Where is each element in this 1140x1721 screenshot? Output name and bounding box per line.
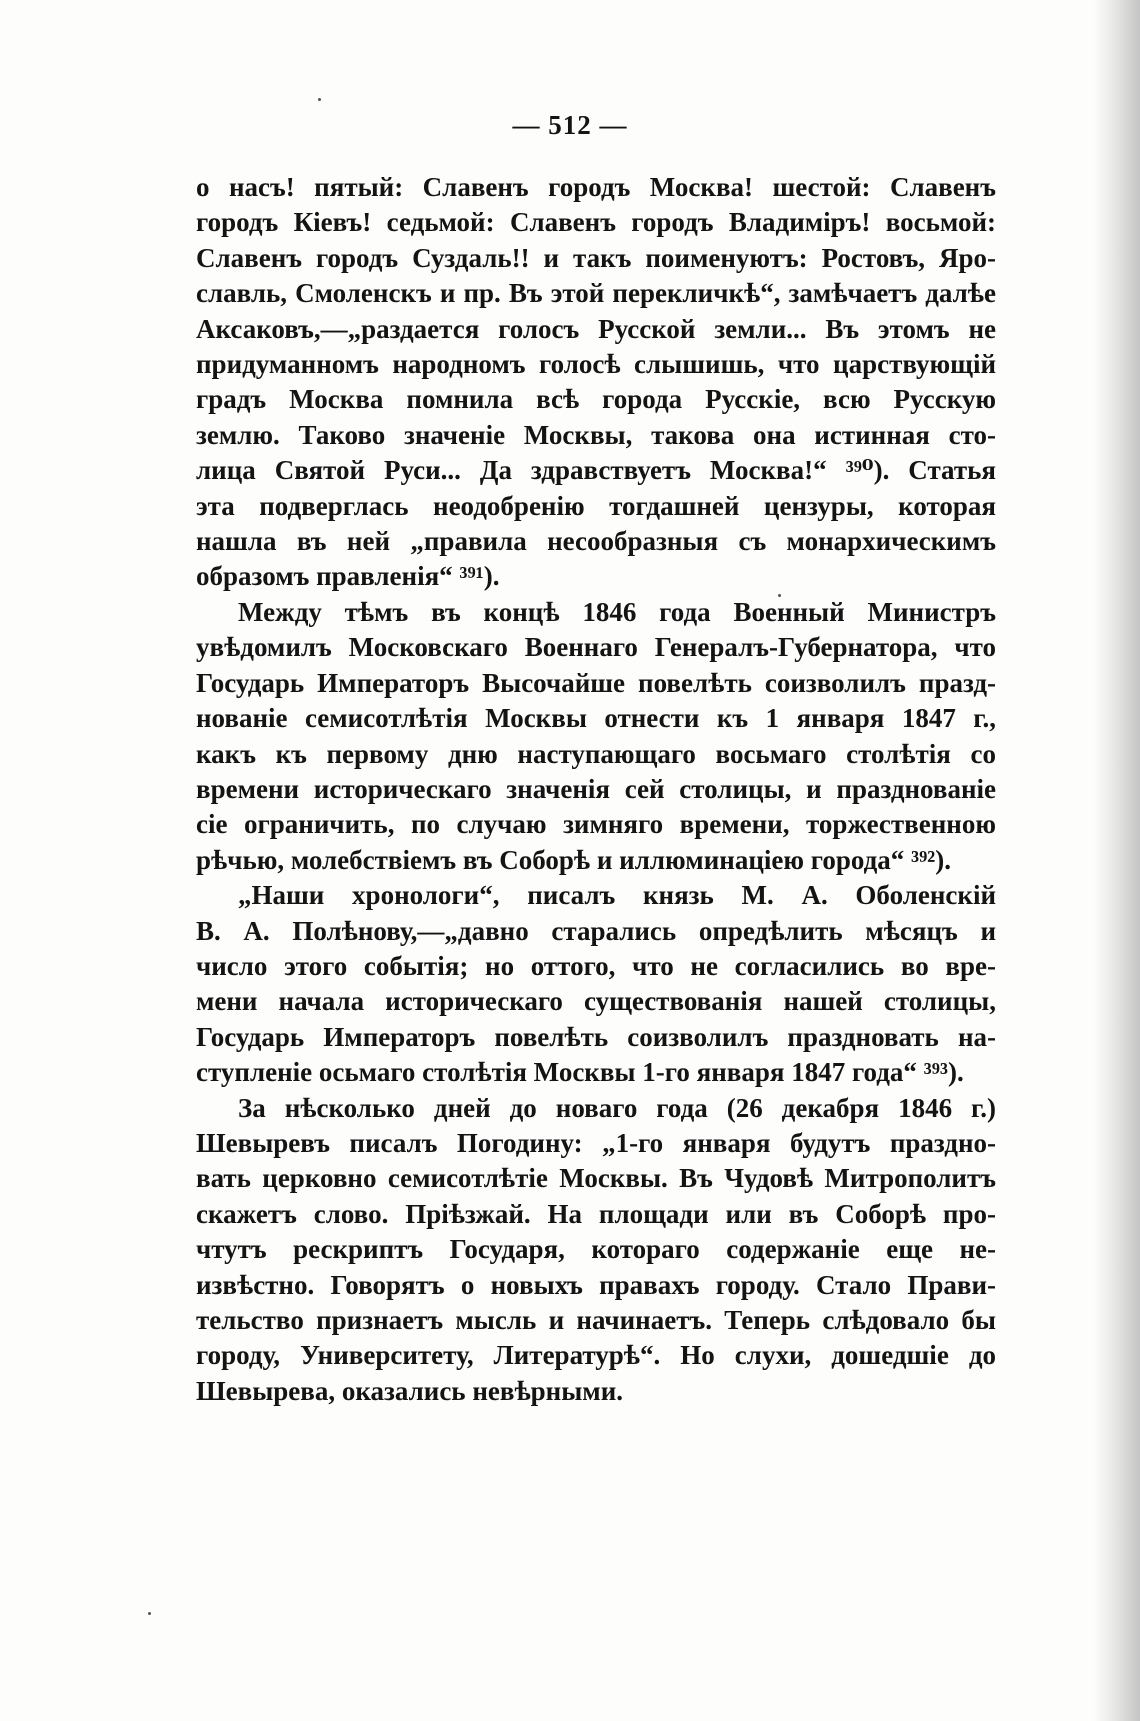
- text-line: За нѣсколько дней до новаго года (26 декабря 1846 г.): [238, 1092, 996, 1123]
- paragraph: [196, 878, 996, 1090]
- text-line: вать церковно семисотлѣтіе Москвы. Въ Чудовѣ Митрополитъ: [196, 1163, 996, 1194]
- text-line: славль, Смоленскъ и пр. Въ этой перекличкѣ“, замѣчаетъ далѣе: [196, 278, 996, 309]
- text-line: Между тѣмъ въ концѣ 1846 года Военный Министръ: [238, 596, 996, 627]
- text-line: какъ къ первому дню наступающаго восьмаго столѣтія со: [196, 738, 996, 769]
- text-line: В. А. Полѣнову,—„давно старались опредѣлить мѣсяцъ и: [196, 915, 996, 946]
- text-line: о насъ! пятый: Славенъ городъ Москва! шестой: Славенъ: [196, 172, 996, 202]
- paragraph: [196, 1091, 996, 1410]
- text-line: сіе ограничить, по случаю зимняго времени, торжественною: [196, 809, 996, 840]
- print-speck: [148, 1612, 151, 1615]
- text-line: образомъ правленія“ ³⁹¹).: [196, 561, 500, 592]
- text-line: Славенъ городъ Суздаль!! и такъ поименуютъ: Ростовъ, Яро-: [196, 242, 996, 273]
- text-line: градъ Москва помнила всѣ города Русскіе, всю Русскую: [196, 384, 996, 415]
- text-line: нашла въ ней „правила несообразныя съ монархическимъ: [196, 526, 996, 557]
- text-line: Шевыревъ писалъ Погодину: „1-го января будутъ праздно-: [196, 1127, 996, 1158]
- text-line: скажетъ слово. Пріѣзжай. На площади или въ Соборѣ про-: [196, 1198, 996, 1229]
- text-line: времени историческаго значенія сей столицы, и празднованіе: [196, 773, 996, 804]
- paragraph: [196, 170, 996, 595]
- paragraph: [196, 595, 996, 878]
- text-line: ступленіе осьмаго столѣтія Москвы 1-го января 1847 года“ ³⁹³).: [196, 1057, 964, 1088]
- body-text: [196, 170, 996, 1409]
- text-line: Шевырева, оказались невѣрными.: [196, 1375, 624, 1406]
- text-line: эта подверглась неодобренію тогдашней цензуры, которая: [196, 490, 996, 521]
- text-line: рѣчью, молебствіемъ въ Соборѣ и иллюминаціею города“ ³⁹²).: [196, 844, 951, 875]
- text-line: городу, Университету, Литературѣ“. Но слухи, дошедшіе до: [196, 1340, 996, 1371]
- text-line: чтутъ рескриптъ Государя, котораго содержаніе еще не-: [196, 1234, 996, 1265]
- text-line: придуманномъ народномъ голосѣ слышишь, что царствующій: [196, 349, 996, 380]
- text-line: Аксаковъ,—„раздается голосъ Русской земли... Въ этомъ не: [196, 313, 996, 344]
- text-line: лица Святой Руси... Да здравствуетъ Москва!“ ³⁹⁰). Статья: [196, 455, 996, 486]
- text-line: городъ Кіевъ! седьмой: Славенъ городъ Владиміръ! восьмой:: [196, 207, 996, 238]
- text-line: Государь Императоръ повелѣть соизволилъ праздновать на-: [196, 1021, 996, 1052]
- text-line: „Наши хронологи“, писалъ князь М. А. Оболенскій: [238, 880, 996, 911]
- text-line: тельство признаетъ мысль и начинаетъ. Теперь слѣдовало бы: [196, 1305, 996, 1335]
- text-line: нованіе семисотлѣтія Москвы отнести къ 1 января 1847 г.,: [196, 703, 996, 734]
- print-speck: [318, 98, 321, 101]
- text-line: Государь Императоръ Высочайше повелѣть соизволилъ празд-: [196, 667, 996, 698]
- text-line: извѣстно. Говорятъ о новыхъ правахъ городу. Стало Прави-: [196, 1269, 996, 1300]
- text-line: мени начала историческаго существованія нашей столицы,: [196, 986, 996, 1017]
- page-number: — 512 —: [512, 110, 628, 140]
- text-line: землю. Таково значеніе Москвы, такова она истинная сто-: [196, 419, 996, 450]
- text-line: увѣдомилъ Московскаго Военнаго Генералъ-Губернатора, что: [196, 632, 996, 663]
- text-line: число этого событія; но оттого, что не согласились во вре-: [196, 950, 996, 981]
- page-edge-shadow: [1094, 0, 1140, 1721]
